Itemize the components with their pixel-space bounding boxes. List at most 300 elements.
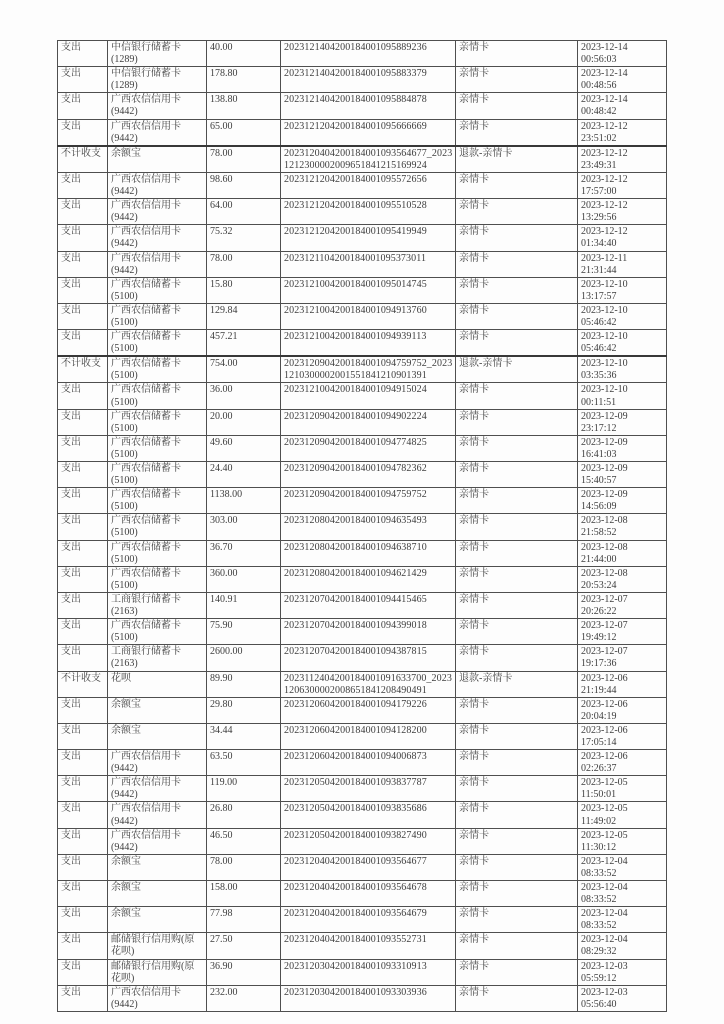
account-cell bbox=[108, 671, 207, 697]
timestamp-cell bbox=[578, 645, 667, 671]
timestamp-cell bbox=[578, 119, 667, 146]
card-type-cell-line: 亲情卡 bbox=[459, 882, 489, 893]
flow-type-cell bbox=[58, 172, 108, 198]
timestamp-cell bbox=[578, 566, 667, 592]
timestamp-cell-line: 2023-12-10 bbox=[581, 278, 628, 290]
amount-cell bbox=[207, 881, 281, 907]
table-row bbox=[58, 723, 667, 749]
account-cell-line: 余额宝 bbox=[111, 724, 141, 736]
transaction-id-cell bbox=[281, 881, 456, 907]
amount-cell-line: 2600.00 bbox=[210, 646, 243, 658]
account-cell-line: 中信银行储蓄卡 bbox=[111, 68, 181, 80]
card-type-cell-line: 亲情卡 bbox=[459, 200, 489, 212]
table-row bbox=[58, 592, 667, 618]
flow-type-cell-line: 支出 bbox=[61, 463, 81, 474]
flow-type-cell bbox=[58, 277, 108, 303]
timestamp-cell-line: 08:33:52 bbox=[581, 894, 617, 906]
timestamp-cell bbox=[578, 776, 667, 802]
table-row bbox=[58, 462, 667, 488]
timestamp-cell-line: 17:05:14 bbox=[581, 736, 617, 748]
table-row bbox=[58, 566, 667, 592]
account-cell-line: 广西农信储蓄卡 bbox=[111, 436, 181, 448]
flow-type-cell-line: 支出 bbox=[61, 200, 81, 212]
timestamp-cell-line: 2023-12-12 bbox=[581, 147, 628, 159]
card-type-cell bbox=[456, 251, 578, 277]
account-cell bbox=[108, 303, 207, 329]
flow-type-cell bbox=[58, 330, 108, 357]
table-row bbox=[58, 750, 667, 776]
card-type-cell bbox=[456, 776, 578, 802]
amount-cell-line: 129.84 bbox=[210, 304, 238, 316]
timestamp-cell-line: 2023-12-09 bbox=[581, 436, 628, 448]
card-type-cell-line: 退款-亲情卡 bbox=[459, 672, 513, 684]
timestamp-cell bbox=[578, 225, 667, 251]
account-cell bbox=[108, 172, 207, 198]
amount-cell-line: 232.00 bbox=[210, 986, 238, 998]
transaction-id-cell bbox=[281, 723, 456, 749]
card-type-cell bbox=[456, 435, 578, 461]
card-type-cell-line: 亲情卡 bbox=[459, 42, 489, 53]
flow-type-cell bbox=[58, 225, 108, 251]
amount-cell-line: 140.91 bbox=[210, 593, 238, 605]
amount-cell bbox=[207, 383, 281, 409]
table-row bbox=[58, 409, 667, 435]
timestamp-cell-line: 11:49:02 bbox=[581, 815, 617, 827]
transaction-id-cell-line: 2023120404200184001093564678 bbox=[284, 882, 427, 893]
account-cell bbox=[108, 146, 207, 173]
timestamp-cell-line: 2023-12-09 bbox=[581, 463, 628, 474]
flow-type-cell bbox=[58, 985, 108, 1011]
transaction-id-cell-line: 2023121404200184001095883379 bbox=[284, 68, 427, 80]
transaction-id-cell bbox=[281, 435, 456, 461]
amount-cell-line: 75.32 bbox=[210, 226, 233, 238]
account-cell-line: (5100) bbox=[111, 370, 138, 382]
account-cell-line: (5100) bbox=[111, 501, 138, 513]
transaction-id-cell bbox=[281, 93, 456, 119]
flow-type-cell bbox=[58, 697, 108, 723]
account-cell-line: 工商银行储蓄卡 bbox=[111, 593, 181, 605]
card-type-cell bbox=[456, 225, 578, 251]
timestamp-cell bbox=[578, 907, 667, 933]
account-cell-line: 广西农信储蓄卡 bbox=[111, 463, 181, 474]
transactions-body bbox=[58, 41, 667, 1012]
card-type-cell-line: 亲情卡 bbox=[459, 173, 489, 185]
card-type-cell bbox=[456, 566, 578, 592]
flow-type-cell-line: 支出 bbox=[61, 489, 81, 501]
table-row bbox=[58, 277, 667, 303]
account-cell-line: 广西农信信用卡 bbox=[111, 252, 181, 264]
flow-type-cell bbox=[58, 383, 108, 409]
amount-cell bbox=[207, 41, 281, 67]
timestamp-cell bbox=[578, 146, 667, 173]
account-cell-line: (9442) bbox=[111, 238, 138, 250]
timestamp-cell-line: 23:17:12 bbox=[581, 422, 617, 434]
card-type-cell-line: 亲情卡 bbox=[459, 252, 489, 264]
timestamp-cell-line: 2023-12-05 bbox=[581, 777, 628, 789]
card-type-cell bbox=[456, 277, 578, 303]
account-cell bbox=[108, 933, 207, 959]
timestamp-cell-line: 08:33:52 bbox=[581, 920, 617, 932]
amount-cell bbox=[207, 540, 281, 566]
timestamp-cell bbox=[578, 854, 667, 880]
flow-type-cell bbox=[58, 119, 108, 146]
account-cell-line: (5100) bbox=[111, 343, 138, 355]
amount-cell bbox=[207, 67, 281, 93]
amount-cell-line: 15.80 bbox=[210, 278, 233, 290]
card-type-cell-line: 退款-亲情卡 bbox=[459, 147, 513, 159]
amount-cell bbox=[207, 985, 281, 1011]
table-row bbox=[58, 540, 667, 566]
timestamp-cell-line: 16:41:03 bbox=[581, 448, 617, 460]
amount-cell-line: 89.90 bbox=[210, 672, 233, 684]
card-type-cell bbox=[456, 303, 578, 329]
card-type-cell-line: 亲情卡 bbox=[459, 803, 489, 815]
transaction-id-cell bbox=[281, 225, 456, 251]
account-cell bbox=[108, 409, 207, 435]
card-type-cell bbox=[456, 462, 578, 488]
account-cell-line: (9442) bbox=[111, 815, 138, 827]
account-cell-line: 余额宝 bbox=[111, 882, 141, 893]
card-type-cell-line: 亲情卡 bbox=[459, 94, 489, 106]
amount-cell-line: 29.80 bbox=[210, 698, 233, 710]
amount-cell bbox=[207, 828, 281, 854]
account-cell bbox=[108, 723, 207, 749]
table-row bbox=[58, 146, 667, 173]
timestamp-cell-line: 13:29:56 bbox=[581, 212, 617, 224]
amount-cell-line: 98.60 bbox=[210, 173, 233, 185]
table-row bbox=[58, 933, 667, 959]
timestamp-cell-line: 11:50:01 bbox=[581, 789, 617, 801]
account-cell-line: (5100) bbox=[111, 316, 138, 328]
flow-type-cell bbox=[58, 933, 108, 959]
card-type-cell-line: 亲情卡 bbox=[459, 226, 489, 238]
amount-cell bbox=[207, 356, 281, 383]
timestamp-cell-line: 2023-12-06 bbox=[581, 724, 628, 736]
transaction-id-cell-line: 2023120604200184001094128200 bbox=[284, 724, 427, 736]
table-row bbox=[58, 985, 667, 1011]
timestamp-cell bbox=[578, 462, 667, 488]
card-type-cell bbox=[456, 881, 578, 907]
account-cell bbox=[108, 488, 207, 514]
account-cell-line: (5100) bbox=[111, 396, 138, 408]
card-type-cell bbox=[456, 93, 578, 119]
account-cell-line: 余额宝 bbox=[111, 855, 141, 867]
timestamp-cell-line: 2023-12-05 bbox=[581, 803, 628, 815]
amount-cell-line: 34.44 bbox=[210, 724, 233, 736]
transaction-id-cell-line: 2023120904200184001094759752_20231210300002001551841210901391 bbox=[284, 358, 453, 382]
amount-cell-line: 78.00 bbox=[210, 252, 233, 264]
card-type-cell-line: 亲情卡 bbox=[459, 463, 489, 474]
account-cell-line: (9442) bbox=[111, 212, 138, 224]
transaction-id-cell-line: 2023120904200184001094782362 bbox=[284, 463, 427, 474]
flow-type-cell bbox=[58, 881, 108, 907]
account-cell bbox=[108, 776, 207, 802]
timestamp-cell bbox=[578, 277, 667, 303]
transaction-id-cell-line: 2023121004200184001095014745 bbox=[284, 278, 427, 290]
timestamp-cell-line: 03:35:36 bbox=[581, 370, 617, 382]
flow-type-cell bbox=[58, 303, 108, 329]
card-type-cell-line: 亲情卡 bbox=[459, 489, 489, 501]
table-row bbox=[58, 225, 667, 251]
transaction-id-cell bbox=[281, 409, 456, 435]
table-row bbox=[58, 93, 667, 119]
card-type-cell-line: 亲情卡 bbox=[459, 908, 489, 920]
account-cell-line: 广西农信信用卡 bbox=[111, 120, 181, 132]
flow-type-cell-line: 支出 bbox=[61, 986, 81, 998]
table-row bbox=[58, 776, 667, 802]
card-type-cell bbox=[456, 67, 578, 93]
timestamp-cell bbox=[578, 592, 667, 618]
card-type-cell bbox=[456, 854, 578, 880]
transaction-id-cell-line: 2023120804200184001094638710 bbox=[284, 541, 427, 553]
table-row bbox=[58, 514, 667, 540]
table-row bbox=[58, 251, 667, 277]
amount-cell-line: 178.80 bbox=[210, 68, 238, 80]
account-cell-line: 广西农信储蓄卡 bbox=[111, 384, 181, 396]
transaction-id-cell bbox=[281, 697, 456, 723]
flow-type-cell-line: 不计收支 bbox=[61, 672, 101, 684]
flow-type-cell-line: 支出 bbox=[61, 252, 81, 264]
timestamp-cell bbox=[578, 881, 667, 907]
amount-cell bbox=[207, 119, 281, 146]
card-type-cell-line: 亲情卡 bbox=[459, 515, 489, 527]
account-cell-line: (9442) bbox=[111, 789, 138, 801]
amount-cell bbox=[207, 802, 281, 828]
card-type-cell-line: 亲情卡 bbox=[459, 436, 489, 448]
amount-cell-line: 360.00 bbox=[210, 567, 238, 579]
account-cell-line: 邮储银行信用购(原 bbox=[111, 960, 195, 972]
table-row bbox=[58, 356, 667, 383]
timestamp-cell-line: 2023-12-07 bbox=[581, 646, 628, 658]
transaction-id-cell-line: 2023120804200184001094635493 bbox=[284, 515, 427, 527]
timestamp-cell-line: 19:49:12 bbox=[581, 632, 617, 644]
account-cell bbox=[108, 828, 207, 854]
card-type-cell bbox=[456, 750, 578, 776]
account-cell-line: 花呗 bbox=[111, 672, 131, 684]
flow-type-cell bbox=[58, 93, 108, 119]
flow-type-cell-line: 支出 bbox=[61, 908, 81, 920]
transaction-id-cell bbox=[281, 146, 456, 173]
amount-cell-line: 303.00 bbox=[210, 515, 238, 527]
transaction-id-cell bbox=[281, 619, 456, 645]
table-row bbox=[58, 907, 667, 933]
flow-type-cell-line: 支出 bbox=[61, 94, 81, 106]
card-type-cell-line: 亲情卡 bbox=[459, 278, 489, 290]
amount-cell-line: 138.80 bbox=[210, 94, 238, 106]
table-row bbox=[58, 172, 667, 198]
timestamp-cell bbox=[578, 303, 667, 329]
account-cell-line: 广西农信信用卡 bbox=[111, 751, 181, 763]
card-type-cell-line: 亲情卡 bbox=[459, 68, 489, 80]
account-cell-line: 广西农信信用卡 bbox=[111, 226, 181, 238]
flow-type-cell-line: 支出 bbox=[61, 855, 81, 867]
timestamp-cell-line: 2023-12-12 bbox=[581, 226, 628, 238]
timestamp-cell-line: 2023-12-11 bbox=[581, 252, 628, 264]
amount-cell bbox=[207, 933, 281, 959]
timestamp-cell-line: 2023-12-04 bbox=[581, 855, 628, 867]
amount-cell bbox=[207, 854, 281, 880]
timestamp-cell bbox=[578, 619, 667, 645]
timestamp-cell-line: 2023-12-04 bbox=[581, 934, 628, 946]
account-cell bbox=[108, 907, 207, 933]
account-cell-line: 广西农信信用卡 bbox=[111, 94, 181, 106]
timestamp-cell bbox=[578, 172, 667, 198]
amount-cell bbox=[207, 723, 281, 749]
amount-cell bbox=[207, 330, 281, 357]
card-type-cell-line: 亲情卡 bbox=[459, 960, 489, 972]
card-type-cell-line: 亲情卡 bbox=[459, 384, 489, 396]
account-cell-line: 工商银行储蓄卡 bbox=[111, 646, 181, 658]
timestamp-cell bbox=[578, 41, 667, 67]
flow-type-cell-line: 支出 bbox=[61, 304, 81, 316]
account-cell-line: (9442) bbox=[111, 264, 138, 276]
account-cell bbox=[108, 119, 207, 146]
flow-type-cell-line: 支出 bbox=[61, 567, 81, 579]
timestamp-cell-line: 2023-12-05 bbox=[581, 829, 628, 841]
flow-type-cell bbox=[58, 959, 108, 985]
table-row bbox=[58, 671, 667, 697]
account-cell-line: 广西农信储蓄卡 bbox=[111, 620, 181, 632]
card-type-cell-line: 亲情卡 bbox=[459, 120, 489, 132]
flow-type-cell-line: 支出 bbox=[61, 698, 81, 710]
table-row bbox=[58, 119, 667, 146]
timestamp-cell-line: 13:17:57 bbox=[581, 290, 617, 302]
account-cell-line: (2163) bbox=[111, 606, 138, 618]
card-type-cell-line: 亲情卡 bbox=[459, 410, 489, 422]
amount-cell bbox=[207, 619, 281, 645]
transaction-id-cell bbox=[281, 67, 456, 93]
timestamp-cell bbox=[578, 356, 667, 383]
transaction-id-cell-line: 2023121204200184001095666669 bbox=[284, 120, 427, 132]
amount-cell bbox=[207, 462, 281, 488]
timestamp-cell-line: 2023-12-09 bbox=[581, 410, 628, 422]
transaction-id-cell bbox=[281, 330, 456, 357]
flow-type-cell bbox=[58, 488, 108, 514]
account-cell-line: (5100) bbox=[111, 632, 138, 644]
amount-cell-line: 65.00 bbox=[210, 120, 233, 132]
account-cell-line: 广西农信储蓄卡 bbox=[111, 331, 181, 343]
timestamp-cell-line: 20:26:22 bbox=[581, 606, 617, 618]
account-cell-line: (9442) bbox=[111, 841, 138, 853]
flow-type-cell-line: 支出 bbox=[61, 646, 81, 658]
timestamp-cell bbox=[578, 67, 667, 93]
account-cell bbox=[108, 435, 207, 461]
card-type-cell bbox=[456, 146, 578, 173]
transaction-id-cell bbox=[281, 172, 456, 198]
transaction-id-cell-line: 2023120804200184001094621429 bbox=[284, 567, 427, 579]
card-type-cell bbox=[456, 828, 578, 854]
timestamp-cell-line: 2023-12-08 bbox=[581, 515, 628, 527]
transaction-id-cell bbox=[281, 750, 456, 776]
flow-type-cell bbox=[58, 723, 108, 749]
account-cell-line: 中信银行储蓄卡 bbox=[111, 42, 181, 53]
timestamp-cell bbox=[578, 251, 667, 277]
flow-type-cell bbox=[58, 750, 108, 776]
amount-cell-line: 26.80 bbox=[210, 803, 233, 815]
flow-type-cell-line: 支出 bbox=[61, 120, 81, 132]
transaction-id-cell bbox=[281, 933, 456, 959]
card-type-cell-line: 亲情卡 bbox=[459, 829, 489, 841]
flow-type-cell bbox=[58, 776, 108, 802]
transaction-id-cell-line: 2023121004200184001094913760 bbox=[284, 304, 427, 316]
flow-type-cell bbox=[58, 251, 108, 277]
transaction-id-cell bbox=[281, 828, 456, 854]
card-type-cell bbox=[456, 985, 578, 1011]
card-type-cell bbox=[456, 619, 578, 645]
card-type-cell bbox=[456, 41, 578, 67]
flow-type-cell-line: 支出 bbox=[61, 960, 81, 972]
table-row bbox=[58, 67, 667, 93]
timestamp-cell-line: 2023-12-04 bbox=[581, 882, 628, 893]
flow-type-cell bbox=[58, 514, 108, 540]
timestamp-cell-line: 2023-12-08 bbox=[581, 541, 628, 553]
amount-cell-line: 20.00 bbox=[210, 410, 233, 422]
card-type-cell-line: 亲情卡 bbox=[459, 934, 489, 946]
timestamp-cell bbox=[578, 383, 667, 409]
flow-type-cell bbox=[58, 592, 108, 618]
flow-type-cell-line: 支出 bbox=[61, 593, 81, 605]
flow-type-cell bbox=[58, 566, 108, 592]
table-row bbox=[58, 645, 667, 671]
flow-type-cell bbox=[58, 540, 108, 566]
account-cell-line: 广西农信信用卡 bbox=[111, 803, 181, 815]
timestamp-cell-line: 2023-12-03 bbox=[581, 986, 628, 998]
transaction-id-cell bbox=[281, 303, 456, 329]
flow-type-cell-line: 支出 bbox=[61, 934, 81, 946]
amount-cell-line: 36.70 bbox=[210, 541, 233, 553]
account-cell bbox=[108, 985, 207, 1011]
transaction-id-cell-line: 2023120904200184001094902224 bbox=[284, 410, 427, 422]
amount-cell bbox=[207, 488, 281, 514]
timestamp-cell bbox=[578, 409, 667, 435]
timestamp-cell-line: 20:53:24 bbox=[581, 579, 617, 591]
account-cell bbox=[108, 592, 207, 618]
account-cell-line: (1289) bbox=[111, 54, 138, 66]
flow-type-cell-line: 支出 bbox=[61, 436, 81, 448]
card-type-cell bbox=[456, 172, 578, 198]
timestamp-cell-line: 21:31:44 bbox=[581, 264, 617, 276]
account-cell-line: 邮储银行信用购(原 bbox=[111, 934, 195, 946]
account-cell-line: 广西农信储蓄卡 bbox=[111, 567, 181, 579]
account-cell-line: (5100) bbox=[111, 290, 138, 302]
timestamp-cell-line: 2023-12-06 bbox=[581, 698, 628, 710]
flow-type-cell-line: 不计收支 bbox=[61, 147, 101, 159]
transaction-id-cell-line: 2023120604200184001094006873 bbox=[284, 751, 427, 763]
card-type-cell-line: 亲情卡 bbox=[459, 620, 489, 632]
table-row bbox=[58, 41, 667, 67]
account-cell-line: (5100) bbox=[111, 579, 138, 591]
account-cell-line: 广西农信信用卡 bbox=[111, 829, 181, 841]
account-cell bbox=[108, 277, 207, 303]
card-type-cell-line: 亲情卡 bbox=[459, 541, 489, 553]
account-cell bbox=[108, 330, 207, 357]
transaction-id-cell bbox=[281, 488, 456, 514]
card-type-cell bbox=[456, 199, 578, 225]
timestamp-cell-line: 2023-12-07 bbox=[581, 620, 628, 632]
amount-cell bbox=[207, 277, 281, 303]
transaction-id-cell bbox=[281, 383, 456, 409]
timestamp-cell-line: 00:56:03 bbox=[581, 54, 617, 66]
timestamp-cell bbox=[578, 828, 667, 854]
flow-type-cell bbox=[58, 146, 108, 173]
transaction-id-cell bbox=[281, 854, 456, 880]
transaction-id-cell bbox=[281, 985, 456, 1011]
flow-type-cell bbox=[58, 854, 108, 880]
transaction-id-cell-line: 2023120904200184001094774825 bbox=[284, 436, 427, 448]
transaction-id-cell-line: 2023120404200184001093564679 bbox=[284, 908, 427, 920]
account-cell bbox=[108, 802, 207, 828]
card-type-cell-line: 亲情卡 bbox=[459, 751, 489, 763]
